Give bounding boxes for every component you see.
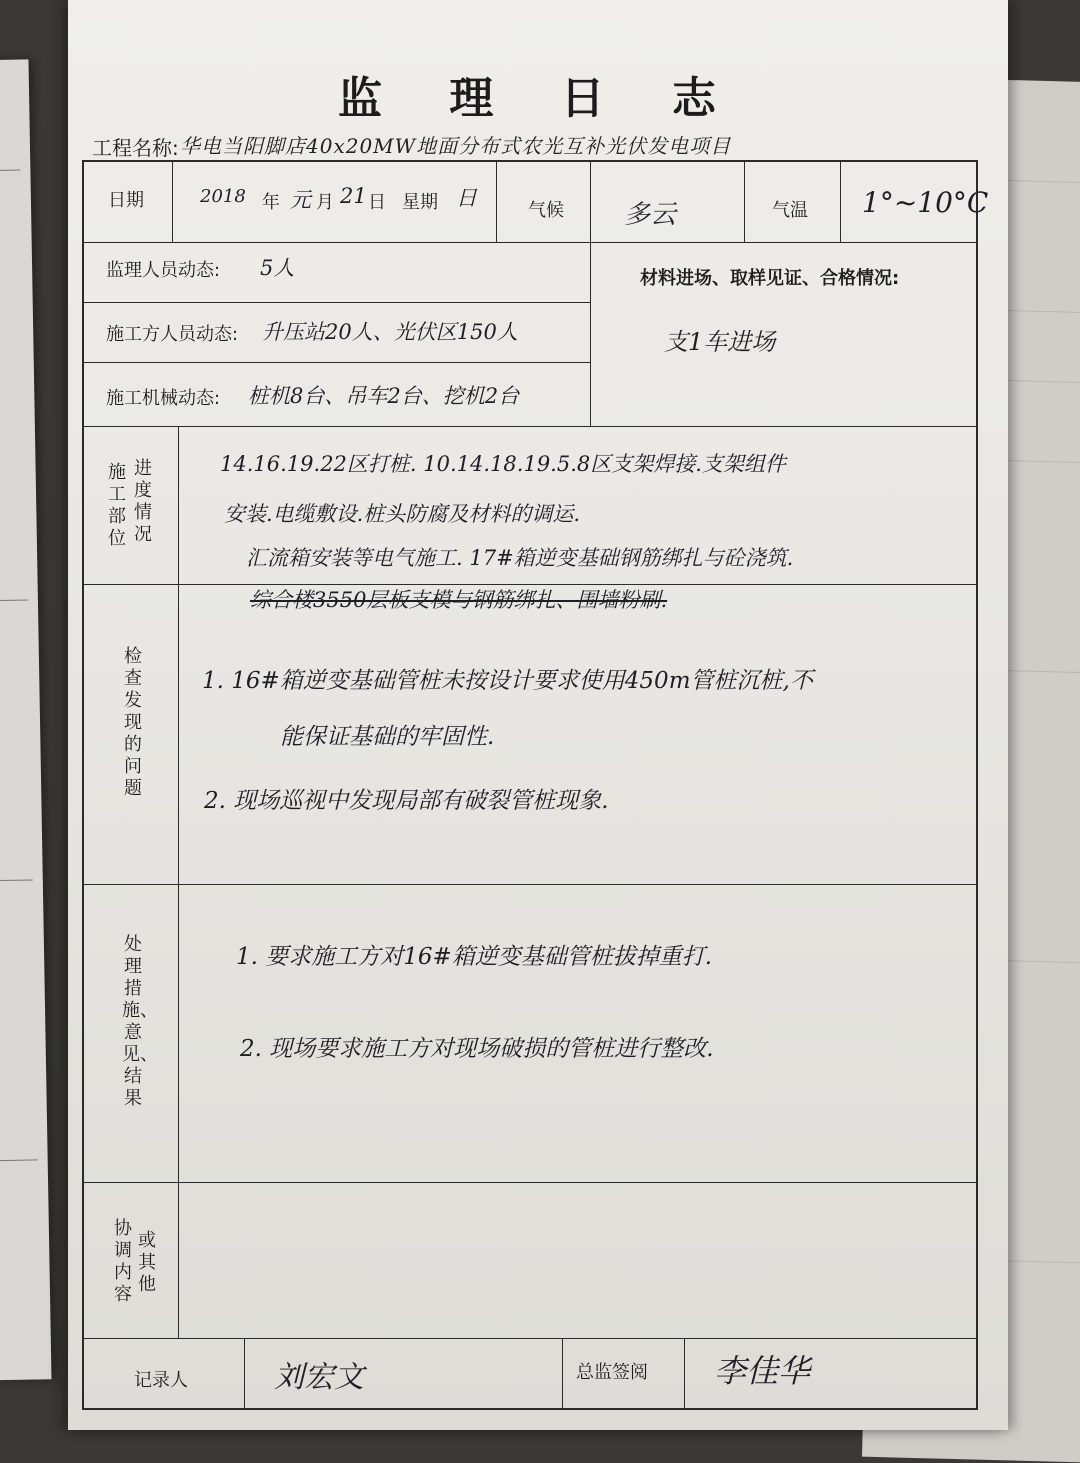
date-month-unit: 月 [316,192,334,213]
project-name-value: 华电当阳脚店40x20MW地面分布式农光互补光伏发电项目 [180,134,732,158]
recorder-label: 记录人 [134,1370,188,1391]
supervision-staff-label: 监理人员动态: [106,260,221,281]
weather-label: 气候 [528,200,564,221]
weekday-label: 星期 [402,192,438,213]
chief-signature: 李佳华 [714,1352,811,1390]
progress-line-3: 汇流箱安装等电气施工. 17#箱逆变基础钢筋绑扎与砼浇筑. [246,546,794,570]
date-month: 元 [290,188,311,212]
measures-label: 处理措施、意见、结果 [122,934,158,1109]
progress-line-2: 安装.电缆敷设.桩头防腐及材料的调运. [224,502,581,526]
project-name-label: 工程名称: [92,136,179,160]
page-title: 监 理 日 志 [338,73,742,124]
temperature-value: 1°~10°C [862,186,989,219]
log-table [82,160,989,1410]
date-year: 2018 [200,186,246,207]
issues-line-2: 能保证基础的牢固性. [280,724,495,750]
date-label: 日期 [108,190,144,211]
weekday-value: 日 [456,186,477,210]
weather-value: 多云 [624,200,677,230]
date-day-unit: 日 [368,192,386,213]
progress-line-4: 综合楼3550层板支模与钢筋绑扎、围墙粉刷. [250,588,668,612]
issues-label: 检查发现的问题 [124,646,142,799]
date-year-unit: 年 [262,192,280,213]
recorder-signature: 刘宏文 [274,1360,364,1395]
temperature-label: 气温 [772,200,808,221]
measures-line-2: 2. 现场要求施工方对现场破损的管桩进行整改. [240,1036,714,1062]
issues-line-1: 1. 16#箱逆变基础管桩未按设计要求使用450m管桩沉桩,不 [202,668,813,694]
chief-review-label: 总监签阅 [576,1362,648,1383]
material-label: 材料进场、取样见证、合格情况: [640,268,900,289]
measures-line-1: 1. 要求施工方对16#箱逆变基础管桩拔掉重打. [236,944,713,970]
supervision-staff-value: 5人 [260,256,295,280]
contractor-staff-value: 升压站20人、光伏区150人 [262,320,518,344]
issues-line-3: 2. 现场巡视中发现局部有破裂管桩现象. [204,788,609,814]
progress-label-part: 施工部位 [108,462,126,549]
contractor-staff-label: 施工方人员动态: [106,324,239,345]
progress-line-1: 14.16.19.22区打桩. 10.14.18.19.5.8区支架焊接.支架组件 [220,452,786,476]
machinery-value: 桩机8台、吊车2台、挖机2台 [248,384,520,408]
machinery-label: 施工机械动态: [106,388,221,409]
coordination-label: 协调内容 [114,1218,132,1305]
coordination-label-other: 或其他 [138,1230,156,1295]
material-value: 支1车进场 [664,328,776,356]
progress-label-status: 进度情况 [134,458,152,545]
date-day: 21 [340,184,367,208]
left-notebook-page [0,59,52,1380]
